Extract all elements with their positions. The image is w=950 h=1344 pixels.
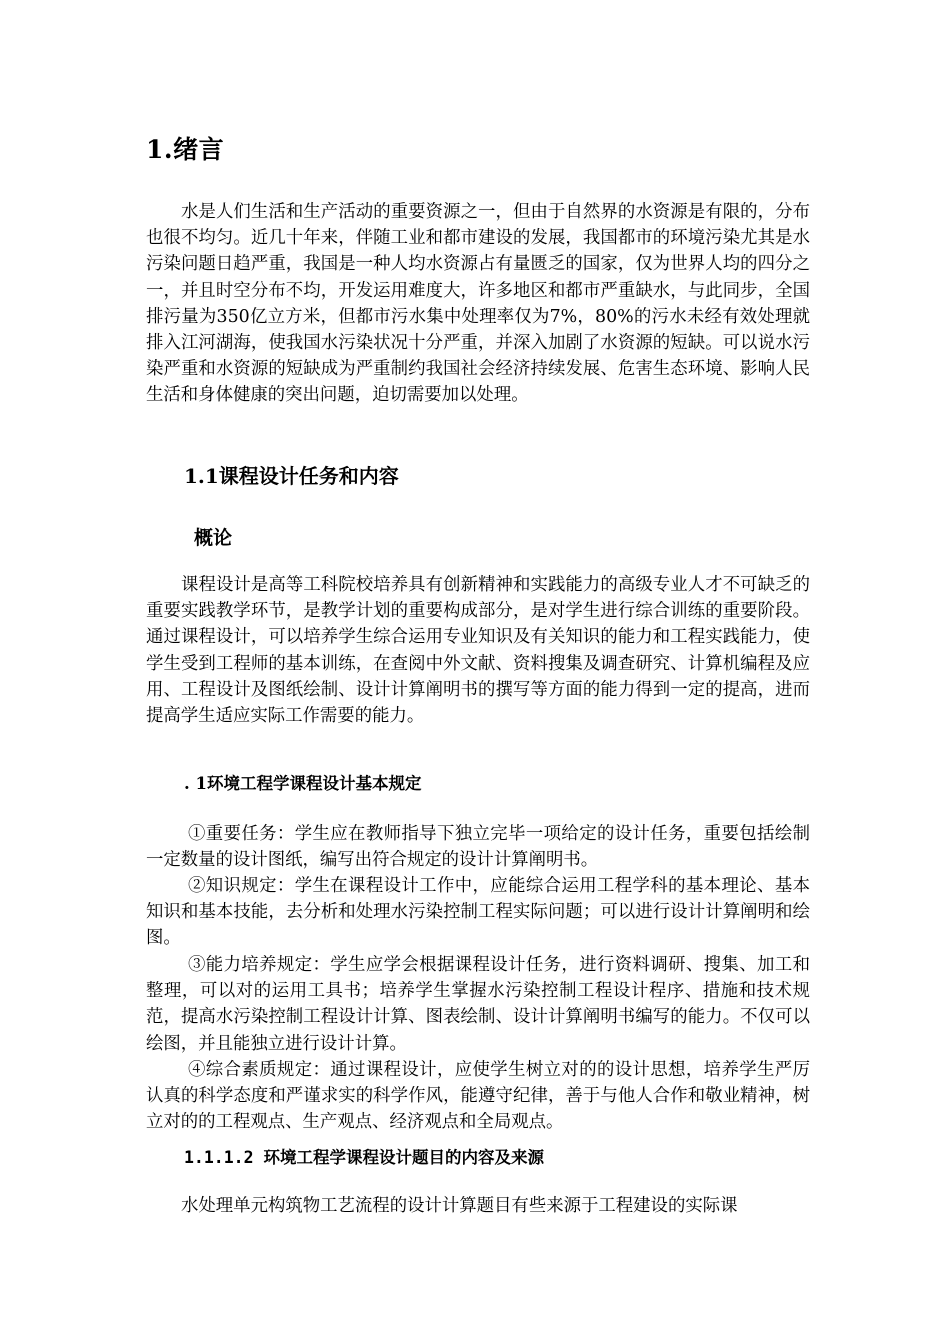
requirement-item-4: ④综合素质规定：通过课程设计，应使学生树立对的的设计思想，培养学生严厉认真的科学态度和严谨求实的科学作风，能遵守纪律，善于与他人合作和敬业精神，树立对的的工程观点、生产观点、经济观点和全局观点。: [146, 1060, 810, 1133]
requirement-item-3: ③能力培养规定：学生应学会根据课程设计任务，进行资料调研、搜集、加工和整理，可以对的运用工具书；培养学生掌握水污染控制工程设计程序、措施和技术规范，提高水污染控制工程设计计算、图表绘制、设计计算阐明书编写的能力。不仅可以绘图，并且能独立进行设计计算。: [146, 955, 810, 1054]
section-heading: 1.1课程设计任务和内容: [184, 464, 399, 488]
intro-paragraph: 水是人们生活和生产活动的重要资源之一，但由于自然界的水资源是有限的，分布也很不均匀。近几十年来，伴随工业和都市建设的发展，我国都市的环境污染尤其是水污染问题日趋严重，我国是一种人均水资源占有量匮乏的国家，仅为世界人均的四分之一，并且时空分布不均，开发运用难度大，许多地区和都市严重缺水，与此同步，全国排污量为350亿立方米，但都市污水集中处理率仅为7%，80%的污水未经有效处理就排入江河湖海，使我国水污染状况十分严重，并深入加剧了水资源的短缺。可以说水污染严重和水资源的短缺成为严重制约我国社会经济持续发展、危害生态环境、影响人民生活和身体健康的突出问题，迫切需要加以处理。: [146, 202, 810, 406]
requirement-item-2: ②知识规定：学生在课程设计工作中，应能综合运用工程学科的基本理论、基本知识和基本技能，去分析和处理水污染控制工程实际问题；可以进行设计计算阐明和绘图。: [146, 876, 810, 949]
chapter-heading: 1.绪言: [146, 135, 225, 164]
topic-heading-title: 环境工程学课程设计题目的内容及来源: [263, 1148, 544, 1167]
subsection-heading: 概论: [194, 527, 233, 549]
topic-paragraph: 水处理单元构筑物工艺流程的设计计算题目有些来源于工程建设的实际课: [181, 1196, 738, 1216]
topic-heading-number: 1.1.1.2: [184, 1148, 254, 1167]
topic-heading: [184, 1146, 544, 1170]
overview-paragraph: 课程设计是高等工科院校培养具有创新精神和实践能力的高级专业人才不可缺乏的重要实践教学环节，是教学计划的重要构成部分，是对学生进行综合训练的重要阶段。通过课程设计，可以培养学生综合运用专业知识及有关知识的能力和工程实践能力，使学生受到工程师的基本训练，在查阅中外文献、资料搜集及调查研究、计算机编程及应用、工程设计及图纸绘制、设计计算阐明书的撰写等方面的能力得到一定的提高，进而提高学生适应实际工作需要的能力。: [146, 575, 810, 727]
subsubsection-heading: . 1环境工程学课程设计基本规定: [184, 774, 422, 793]
requirement-item-1: ①重要任务：学生应在教师指导下独立完毕一项给定的设计任务，重要包括绘制一定数量的设计图纸，编写出符合规定的设计计算阐明书。: [146, 824, 810, 871]
